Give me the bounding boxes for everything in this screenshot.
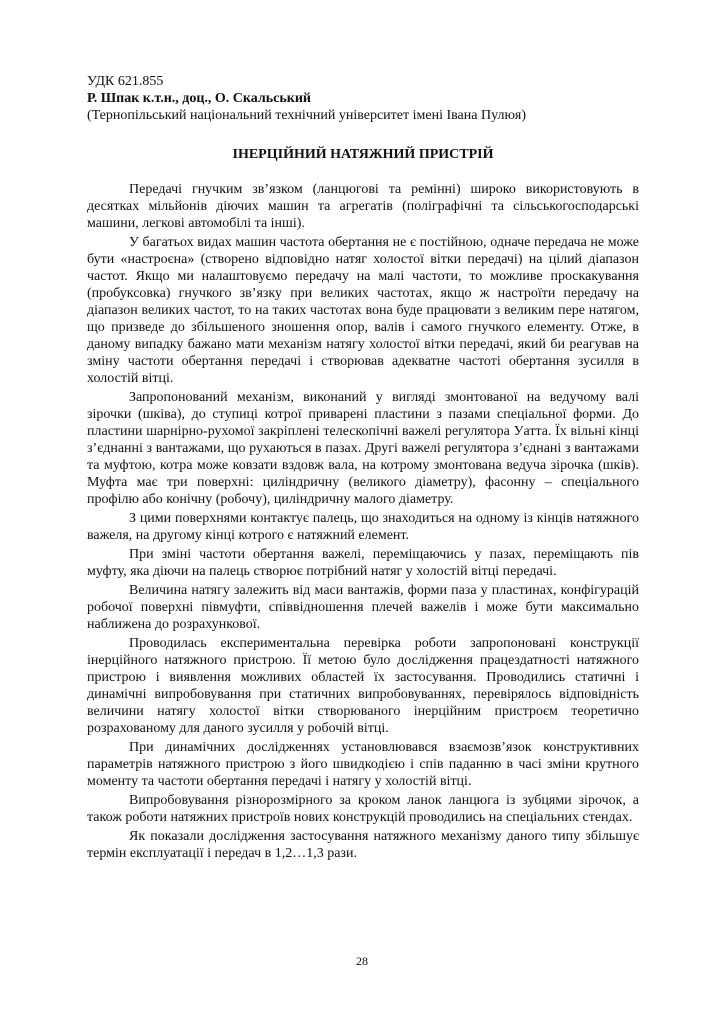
- paper-body: [87, 181, 639, 862]
- authors-line: Р. Шпак к.т.н., доц., О. Скальський: [87, 91, 311, 106]
- udc-code: УДК 621.855: [87, 74, 164, 89]
- body-paragraph: У багатьох видах машин частота обертання не є постійною, одначе передача не може бути «настроєна» (створено відповідно натяг холостої вітки передачі) на цілий діапазон частот. Якщо ми налаштовуємо передачу на малі частоти, то можливе проскакування (пробуксовка) гнучкого зв’язку при великих частотах, якщо ж настроїти передачу на діапазон великих частот, то на таких частотах вона буде працювати з великим пере натягом, що призведе до збільшеного зношення опор, валів і самого гнучкого елементу. Отже, в даному випадку бажано мати механізм натягу холостої вітки передачі, який би реагував на зміну частоти обертання передачі і створював адекватне частоті обертання зусилля в холостій вітці.: [87, 235, 639, 386]
- paper-title: ІНЕРЦІЙНИЙ НАТЯЖНИЙ ПРИСТРІЙ: [232, 147, 494, 162]
- body-paragraph: Передачі гнучким зв’язком (ланцюгові та ремінні) широко використовують в десятках мільйонів діючих машин та агрегатів (поліграфічні та сільськогосподарські машини, легкові автомобілі та інші).: [87, 182, 639, 231]
- body-paragraph: Випробовування різнорозмірного за кроком ланок ланцюга із зубцями зірочок, а також роботи натяжних пристроїв нових конструкцій проводились на спеціальних стендах.: [87, 793, 639, 825]
- body-paragraph: З цими поверхнями контактує палець, що знаходиться на одному із кінців натяжного важеля, на другому кінці котрого є натяжний елемент.: [87, 511, 639, 543]
- body-paragraph: При динамічних дослідженнях установлювався взаємозв’язок конструктивних параметрів натяжного пристрою з його швидкодією і спів паданню в часі зміни крутного моменту та частоти обертання передачі і натягу у холостій вітці.: [87, 740, 639, 789]
- body-paragraph: При зміні частоти обертання важелі, переміщаючись у пазах, переміщають пів муфту, яка діючи на палець створює потрібний натяг у холостій вітці передачі.: [87, 547, 639, 579]
- affiliation-line: (Тернопільський національний технічний університет імені Івана Пулюя): [87, 108, 527, 123]
- body-paragraph: Проводилась експериментальна перевірка роботи запропоновані конструкції інерційного натяжного пристрою. Її метою було дослідження працездатності натяжного пристрою і виявлення можливих областей їх застосування. Проводились статичні і динамічні випробовування при статичних випробовуваннях, перевірялось відповідність величини натягу холостої вітки створюваного інерційним пристроєм теоретично розрахованому для даного зусилля у робочій вітці.: [87, 636, 639, 736]
- body-paragraph: Запропонований механізм, виконаний у вигляді змонтованої на ведучому валі зірочки (шківа), до ступиці котрої приварені пластини з пазами спеціальної форми. До пластини шарнірно-рухомої закріплені телескопічні важелі регулятора Уатта. Їх вільні кінці з’єднанні з вантажами, що рухаються в пазах. Другі важелі регулятора з’єднані з вантажами та муфтою, котра може ковзати вздовж вала, на котрому змонтована ведуча зірочка (шків). Муфта має три поверхні: циліндричну (великого діаметру), фасонну – спеціального профілю або конічну (робочу), циліндричну малого діаметру.: [87, 390, 639, 507]
- body-paragraph: Як показали дослідження застосування натяжного механізму даного типу збільшує термін експлуатації і передач в 1,2…1,3 рази.: [87, 829, 639, 861]
- body-paragraph: Величина натягу залежить від маси вантажів, форми паза у пластинах, конфігурацій робочої поверхні півмуфти, співвідношення плечей важелів і може бути максимально наближена до розрахункової.: [87, 583, 639, 632]
- page-number: 28: [356, 954, 368, 968]
- paper-page: [87, 73, 639, 864]
